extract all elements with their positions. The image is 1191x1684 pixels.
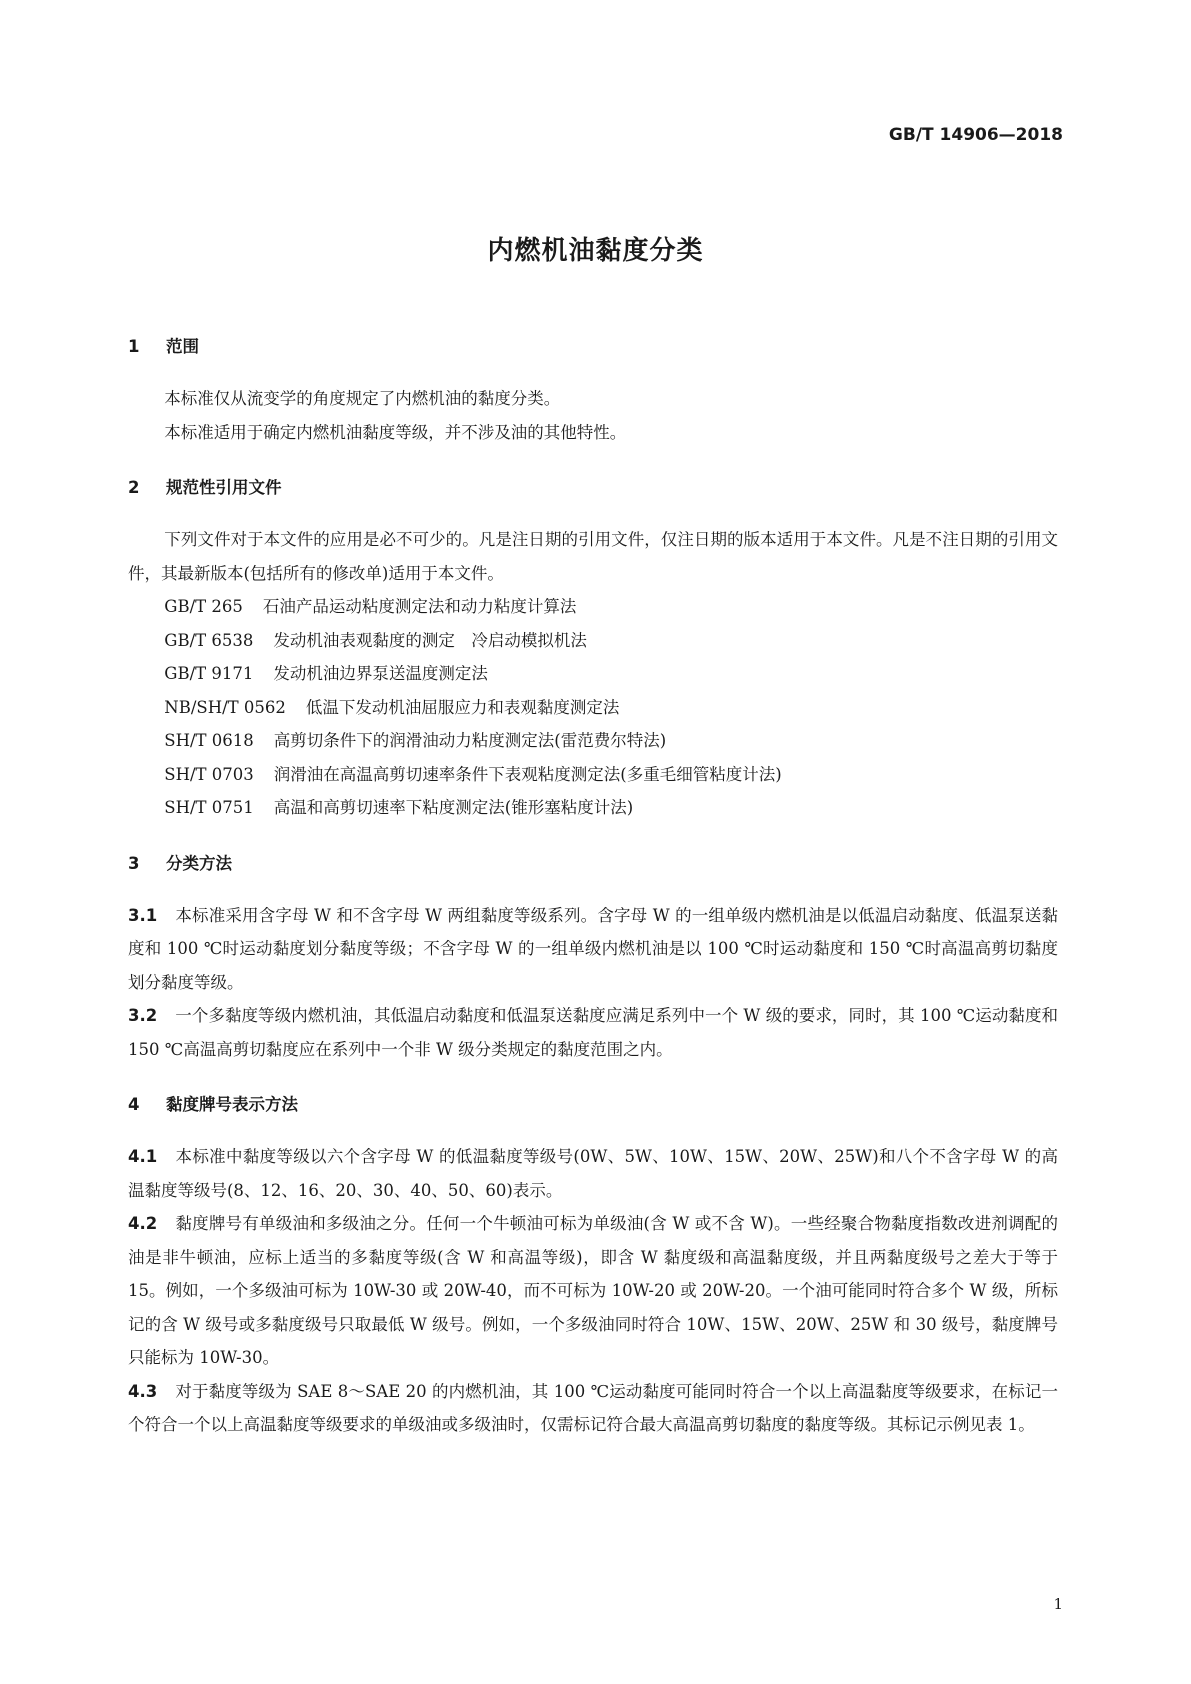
section-number: 1	[128, 337, 140, 356]
reference-title: 发动机油表观黏度的测定 冷启动模拟机法	[273, 630, 587, 650]
section-viscosity-grade-designation	[128, 1088, 1058, 1442]
section-number: 4	[128, 1095, 140, 1114]
standard-code: GB/T 14906—2018	[888, 125, 1063, 145]
reference-item	[128, 624, 1058, 658]
document-title: 内燃机油黏度分类	[487, 236, 704, 266]
reference-title: 石油产品运动粘度测定法和动力粘度计算法	[262, 597, 577, 616]
section-heading	[128, 847, 1058, 881]
section-heading	[128, 330, 1058, 364]
reference-title: 润滑油在高温高剪切速率条件下表观粘度测定法(多重毛细管粘度计法)	[273, 764, 782, 784]
section-title: 规范性引用文件	[166, 478, 282, 497]
paragraph: 本标准适用于确定内燃机油黏度等级，并不涉及油的其他特性。	[164, 422, 627, 442]
clause-text: 本标准采用含字母 W 和不含字母 W 两组黏度等级系列。含字母 W 的一组单级内燃机油是以低温启动黏度、低温泵送黏度和 100 ℃时运动黏度划分黏度等级；不含字母 W 的一组单级内燃机油是以 100 ℃时运动黏度和 150 ℃时高温高剪切黏度划分黏度等级。	[128, 905, 1058, 992]
clause	[128, 999, 1058, 1066]
clause	[128, 899, 1058, 1000]
clause-text: 对于黏度等级为 SAE 8～SAE 20 的内燃机油，其 100 ℃运动黏度可能同时符合一个以上高温黏度等级要求，在标记一个符合一个以上高温黏度等级要求的单级油或多级油时，仅需标记符合最大高温高剪切黏度的黏度等级。其标记示例见表 1。	[128, 1381, 1058, 1434]
clause-number: 3.1	[128, 905, 158, 925]
clause-number: 4.2	[128, 1214, 158, 1233]
clause-number: 4.1	[128, 1147, 158, 1166]
section-heading	[128, 1088, 1058, 1122]
clause	[128, 1207, 1058, 1375]
document-body	[128, 330, 1058, 1464]
clause-number: 4.3	[128, 1381, 158, 1401]
reference-item	[128, 590, 1058, 624]
reference-code: GB/T 6538	[164, 630, 254, 650]
section-title: 分类方法	[166, 853, 232, 873]
reference-code: SH/T 0618	[164, 731, 254, 750]
reference-code: GB/T 9171	[164, 664, 254, 683]
section-classification-method	[128, 847, 1058, 1067]
clause	[128, 1375, 1058, 1442]
reference-item	[128, 791, 1058, 825]
paragraph: 本标准仅从流变学的角度规定了内燃机油的黏度分类。	[164, 389, 561, 408]
reference-code: NB/SH/T 0562	[164, 697, 286, 717]
reference-code: SH/T 0703	[164, 764, 254, 784]
reference-title: 发动机油边界泵送温度测定法	[273, 664, 488, 683]
section-title: 范围	[166, 337, 199, 356]
reference-code: SH/T 0751	[164, 798, 254, 817]
section-normative-references	[128, 471, 1058, 825]
reference-title: 高剪切条件下的润滑油动力粘度测定法(雷范费尔特法)	[273, 731, 667, 750]
clause	[128, 1140, 1058, 1207]
page-number: 1	[1053, 1595, 1063, 1613]
reference-title: 高温和高剪切速率下粘度测定法(锥形塞粘度计法)	[273, 798, 634, 817]
clause-number: 3.2	[128, 1006, 158, 1025]
reference-code: GB/T 265	[164, 597, 243, 616]
reference-item	[128, 691, 1058, 725]
clause-text: 本标准中黏度等级以六个含字母 W 的低温黏度等级号(0W、5W、10W、15W、20W、25W)和八个不含字母 W 的高温黏度等级号(8、12、16、20、30、40、50、60)表示。	[128, 1147, 1058, 1200]
section-title: 黏度牌号表示方法	[166, 1095, 298, 1114]
clause-text: 黏度牌号有单级油和多级油之分。任何一个牛顿油可标为单级油(含 W 或不含 W)。一些经聚合物黏度指数改进剂调配的油是非牛顿油，应标上适当的多黏度等级(含 W 和高温等级)，即含 W 黏度级和高温黏度级，并且两黏度级号之差大于等于 15。例如，一个多级油可标为 10W-30 或 20W-40，而不可标为 10W-20 或 20W-20。一个油可能同时符合多个 W 级，所标记的含 W 级号或多黏度级号只取最低 W 级号。例如，一个多级油同时符合 10W、15W、20W、25W 和 30 级号，黏度牌号只能标为 10W-30。	[128, 1214, 1058, 1367]
section-number: 2	[128, 478, 140, 497]
reference-item	[128, 657, 1058, 691]
section-heading	[128, 471, 1058, 505]
reference-item	[128, 758, 1058, 792]
paragraph: 下列文件对于本文件的应用是必不可少的。凡是注日期的引用文件，仅注日期的版本适用于本文件。凡是不注日期的引用文件，其最新版本(包括所有的修改单)适用于本文件。	[128, 530, 1058, 583]
section-number: 3	[128, 853, 140, 873]
section-scope	[128, 330, 1058, 449]
reference-title: 低温下发动机油屈服应力和表观黏度测定法	[305, 697, 620, 717]
reference-item	[128, 724, 1058, 758]
clause-text: 一个多黏度等级内燃机油，其低温启动黏度和低温泵送黏度应满足系列中一个 W 级的要求，同时，其 100 ℃运动黏度和 150 ℃高温高剪切黏度应在系列中一个非 W 级分类规定的黏度范围之内。	[128, 1006, 1058, 1059]
